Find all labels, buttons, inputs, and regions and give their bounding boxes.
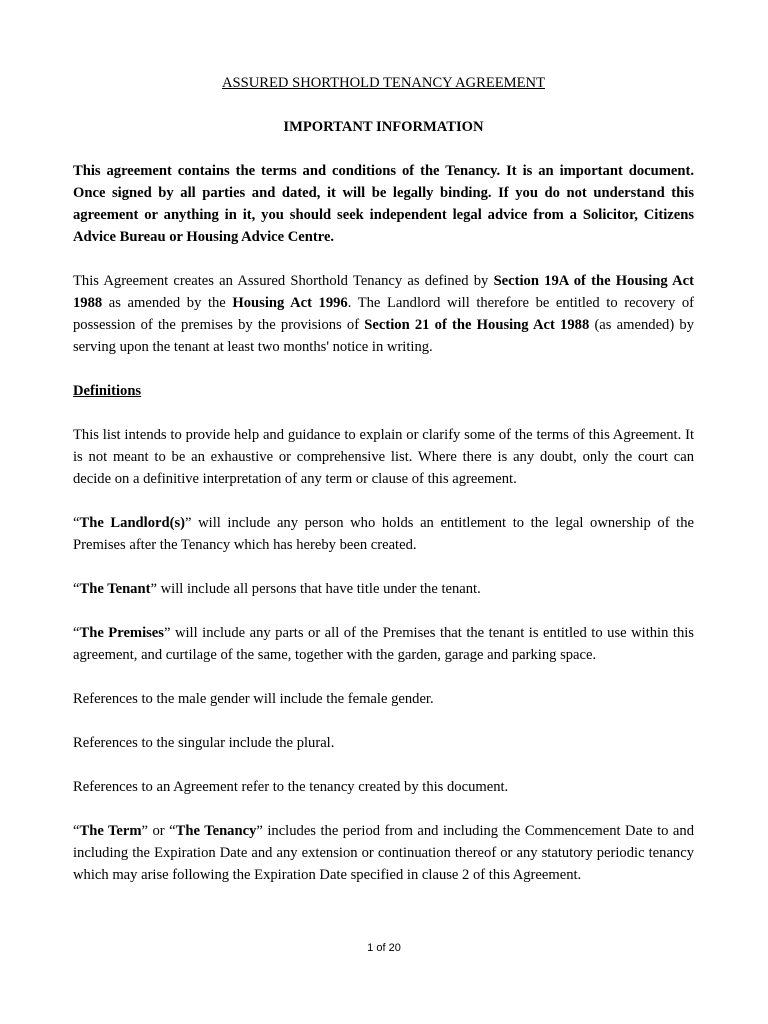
definition-tenant [73,578,694,600]
definition-term-landlord: The Landlord(s) [79,515,186,531]
important-information-heading: IMPORTANT INFORMATION [283,119,484,135]
definition-term-the-term: The Term [79,823,142,839]
definition-term [73,820,694,886]
definition-agreement-reference: References to an Agreement refer to the tenancy created by this document. [73,779,509,795]
definition-term-the-tenancy: The Tenancy [175,823,257,839]
definitions-heading: Definitions [73,383,142,399]
intro-text-3: . The Landlord will therefore be entitled to recovery of possession of the premises by the provisions of [73,295,695,333]
definition-gender: References to the male gender will include the female gender. [73,691,434,707]
intro-bold-section-21: Section 21 of the Housing Act 1988 [364,317,590,333]
definition-premises [73,622,694,666]
quote-mark: “ [73,625,80,641]
definition-text-tenant: ” will include all persons that have title under the tenant. [150,581,481,597]
definition-landlord [73,512,694,556]
document-title: ASSURED SHORTHOLD TENANCY AGREEMENT [221,75,546,91]
important-notice-paragraph: This agreement contains the terms and conditions of the Tenancy. It is an important document. Once signed by all parties and dated, it will be legally binding. If you do not understand this agreement or anything in it, you should seek independent legal advice from a Solicitor, Citizens Advice Bureau or Housing Advice Centre. [73,163,694,245]
definition-term-premises: The Premises [79,625,164,641]
quote-mark: “ [73,515,80,531]
definition-text-term: ” includes the period from and including the Commencement Date to and including the Expiration Date and any extension or continuation thereof or any statutory periodic tenancy which may arise following the Expiration Date specified in clause 2 of this Agreement. [73,823,694,883]
definitions-intro-paragraph: This list intends to provide help and guidance to explain or clarify some of the terms of this Agreement. It is not meant to be an exhaustive or comprehensive list. Where there is any doubt, only the court can decide on a definitive interpretation of any term or clause of this agreement. [73,427,694,487]
definition-text-or: ” or “ [141,823,176,839]
quote-mark: “ [73,823,80,839]
intro-bold-housing-act-1996: Housing Act 1996 [232,295,348,311]
intro-text-4: (as amended) by serving upon the tenant at least two months' notice in writing. [73,317,694,355]
definition-text-premises: ” will include any parts or all of the Premises that the tenant is entitled to use within this agreement, and curtilage of the same, together with the garden, garage and parking space. [73,625,694,663]
intro-bold-section-19a: Section 19A of the Housing Act 1988 [73,273,695,311]
definition-term-tenant: The Tenant [79,581,151,597]
intro-text-2: as amended by the [102,295,233,311]
intro-paragraph [73,270,694,358]
definition-singular: References to the singular include the plural. [73,735,335,751]
quote-mark: “ [73,581,80,597]
page-number-footer: 1 of 20 [367,942,401,954]
definition-text-landlord: ” will include any person who holds an entitlement to the legal ownership of the Premises after the Tenancy which has hereby been created. [73,515,695,553]
document-page [73,72,694,886]
intro-text-1: This Agreement creates an Assured Shorthold Tenancy as defined by [73,273,494,289]
